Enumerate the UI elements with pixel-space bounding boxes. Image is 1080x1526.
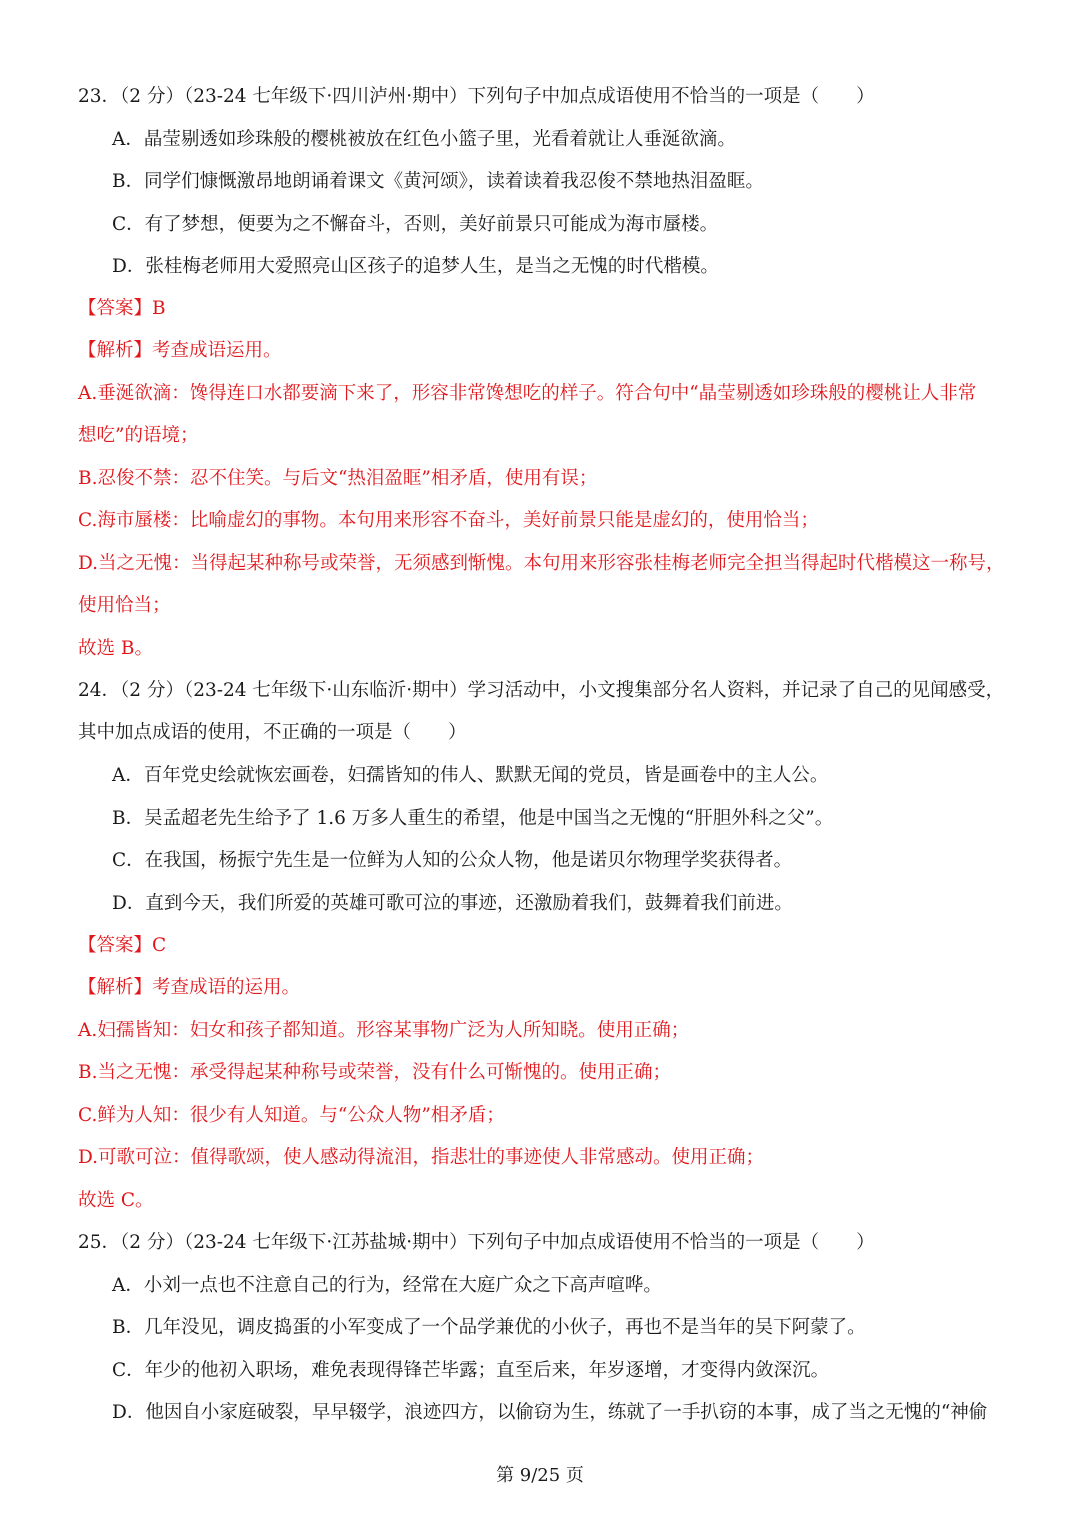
analysis-tag: 【解析】 bbox=[78, 977, 153, 998]
q23-explanation-d: D.当之无愧：当得起某种称号或荣誉，无须感到惭愧。本句用来形容张桂梅老师完全担当得起时代楷模这一称号， bbox=[78, 553, 1005, 574]
q24-option-c: C．在我国，杨振宁先生是一位鲜为人知的公众人物，他是诺贝尔物理学奖获得者。 bbox=[112, 850, 793, 871]
q24-option-d: D．直到今天，我们所爱的英雄可歌可泣的事迹，还激励着我们，鼓舞着我们前进。 bbox=[112, 893, 793, 914]
q25-option-c: C．年少的他初入职场，难免表现得锋芒毕露；直至后来，年岁逐增，才变得内敛深沉。 bbox=[112, 1360, 830, 1381]
q23-explanation-a-cont: 想吃”的语境； bbox=[78, 425, 199, 446]
answer-value: C bbox=[152, 935, 167, 956]
q24-explanation-b: B.当之无愧：承受得起某种称号或荣誉，没有什么可惭愧的。使用正确； bbox=[78, 1062, 671, 1083]
q23-conclusion: 故选 B。 bbox=[78, 638, 153, 659]
q23-analysis bbox=[78, 338, 282, 364]
q24-explanation-c: C.鲜为人知：很少有人知道。与“公众人物”相矛盾； bbox=[78, 1105, 505, 1126]
page-number: 第 9/25 页 bbox=[496, 1465, 584, 1486]
q24-analysis bbox=[78, 975, 300, 1001]
q23-answer bbox=[78, 296, 166, 322]
answer-value: B bbox=[152, 298, 166, 319]
answer-tag: 【答案】 bbox=[78, 935, 153, 956]
q25-stem: 25．（2 分）（23-24 七年级下·江苏盐城·期中）下列句子中加点成语使用不恰当的一项是（ ） bbox=[78, 1232, 875, 1253]
analysis-text: 考查成语运用。 bbox=[152, 340, 282, 361]
q23-explanation-c: C.海市蜃楼：比喻虚幻的事物。本句用来形容不奋斗，美好前景只能是虚幻的，使用恰当； bbox=[78, 510, 819, 531]
q23-option-d: D．张桂梅老师用大爱照亮山区孩子的追梦人生，是当之无愧的时代楷模。 bbox=[112, 256, 719, 277]
q23-option-c: C．有了梦想，便要为之不懈奋斗，否则，美好前景只可能成为海市蜃楼。 bbox=[112, 214, 719, 235]
q23-explanation-a: A.垂涎欲滴：馋得连口水都要滴下来了，形容非常馋想吃的样子。符合句中“晶莹剔透如珍珠般的樱桃让人非常 bbox=[78, 383, 977, 404]
q24-option-b: B．吴孟超老先生给予了 1.6 万多人重生的希望，他是中国当之无愧的“肝胆外科之父”。 bbox=[112, 808, 834, 829]
q23-option-a: A．晶莹剔透如珍珠般的樱桃被放在红色小篮子里，光看着就让人垂涎欲滴。 bbox=[112, 129, 736, 150]
q23-explanation-d-cont: 使用恰当； bbox=[78, 595, 171, 616]
q25-option-d: D．他因自小家庭破裂，早早辍学，浪迹四方，以偷窃为生，练就了一手扒窃的本事，成了当之无愧的“神偷 bbox=[112, 1402, 988, 1423]
q25-option-b: B．几年没见，调皮捣蛋的小军变成了一个品学兼优的小伙子，再也不是当年的吴下阿蒙了。 bbox=[112, 1317, 866, 1338]
analysis-tag: 【解析】 bbox=[78, 340, 153, 361]
q24-stem-cont: 其中加点成语的使用，不正确的一项是（ ） bbox=[78, 722, 467, 743]
q23-explanation-b: B.忍俊不禁：忍不住笑。与后文“热泪盈眶”相矛盾，使用有误； bbox=[78, 468, 598, 489]
q24-conclusion: 故选 C。 bbox=[78, 1190, 154, 1211]
q24-explanation-d: D.可歌可泣：值得歌颂，使人感动得流泪，指悲壮的事迹使人非常感动。使用正确； bbox=[78, 1147, 765, 1168]
q24-stem: 24．（2 分）（23-24 七年级下·山东临沂·期中）学习活动中，小文搜集部分名人资料，并记录了自己的见闻感受， bbox=[78, 680, 1005, 701]
q25-option-a: A．小刘一点也不注意自己的行为，经常在大庭广众之下高声喧哗。 bbox=[112, 1275, 662, 1296]
q23-option-b: B．同学们慷慨激昂地朗诵着课文《黄河颂》，读着读着我忍俊不禁地热泪盈眶。 bbox=[112, 171, 764, 192]
q24-option-a: A．百年党史绘就恢宏画卷，妇孺皆知的伟人、默默无闻的党员，皆是画卷中的主人公。 bbox=[112, 765, 829, 786]
analysis-text: 考查成语的运用。 bbox=[152, 977, 301, 998]
answer-tag: 【答案】 bbox=[78, 298, 153, 319]
q24-explanation-a: A.妇孺皆知：妇女和孩子都知道。形容某事物广泛为人所知晓。使用正确； bbox=[78, 1020, 690, 1041]
q23-stem: 23．（2 分）（23-24 七年级下·四川泸州·期中）下列句子中加点成语使用不恰当的一项是（ ） bbox=[78, 86, 875, 107]
q24-answer bbox=[78, 933, 166, 959]
